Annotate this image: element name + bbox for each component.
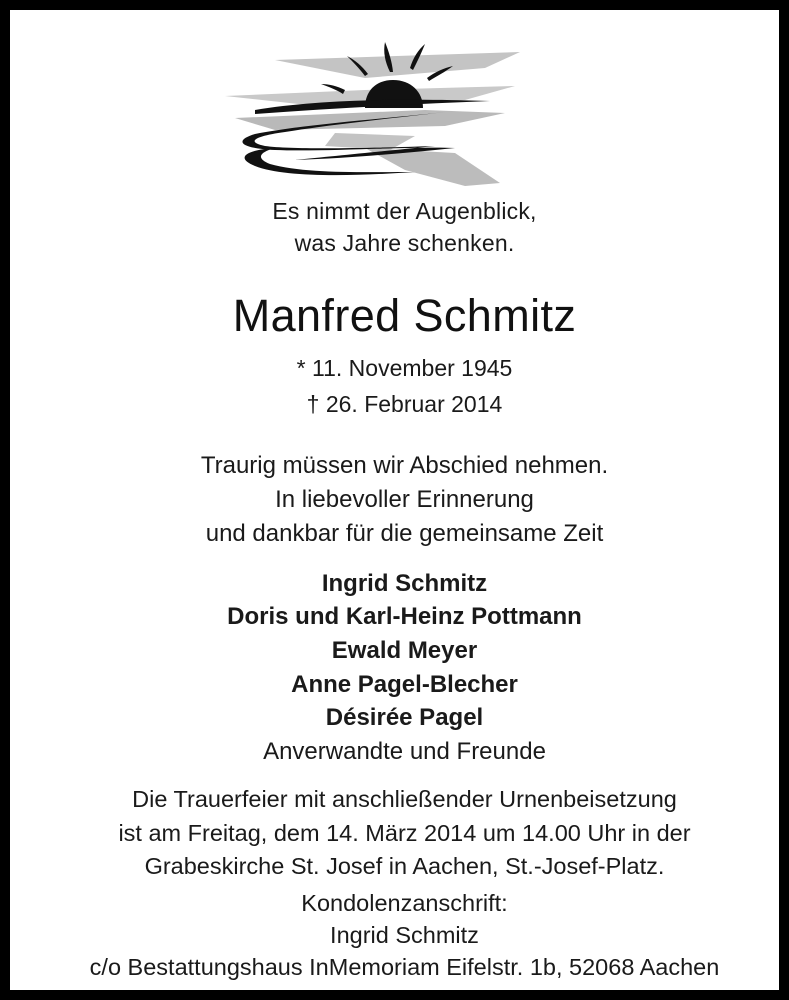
ceremony-line-2: ist am Freitag, dem 14. März 2014 um 14.00 Uhr in der bbox=[118, 820, 691, 846]
death-date: † 26. Februar 2014 bbox=[306, 391, 503, 417]
mourner-name: Désirée Pagel bbox=[325, 704, 484, 731]
farewell-line-1: Traurig müssen wir Abschied nehmen. bbox=[200, 452, 609, 479]
condolence-recipient: Ingrid Schmitz bbox=[330, 922, 479, 948]
ceremony-line-3: Grabeskirche St. Josef in Aachen, St.-Josef-Platz. bbox=[144, 853, 665, 879]
relatives-line: Anverwandte und Freunde bbox=[263, 738, 546, 765]
motto-line-1: Es nimmt der Augenblick, bbox=[272, 198, 537, 224]
mourner-name: Doris und Karl-Heinz Pottmann bbox=[227, 603, 582, 630]
mourner-name: Anne Pagel-Blecher bbox=[291, 671, 518, 698]
farewell-line-2: In liebevoller Erinnerung bbox=[275, 486, 534, 513]
mourner-name: Ewald Meyer bbox=[331, 637, 478, 664]
condolence-address: c/o Bestattungshaus InMemoriam Eifelstr. 1b, 52068 Aachen bbox=[89, 954, 720, 980]
motto-line-2: was Jahre schenken. bbox=[294, 230, 515, 256]
mourner-name: Ingrid Schmitz bbox=[321, 570, 488, 597]
farewell-line-3: und dankbar für die gemeinsame Zeit bbox=[205, 520, 604, 547]
sunset-icon bbox=[215, 38, 525, 198]
deceased-name: Manfred Schmitz bbox=[232, 290, 577, 341]
ceremony-line-1: Die Trauerfeier mit anschließender Urnenbeisetzung bbox=[132, 786, 677, 812]
birth-date: * 11. November 1945 bbox=[296, 355, 513, 381]
condolence-heading: Kondolenzanschrift: bbox=[301, 890, 508, 916]
